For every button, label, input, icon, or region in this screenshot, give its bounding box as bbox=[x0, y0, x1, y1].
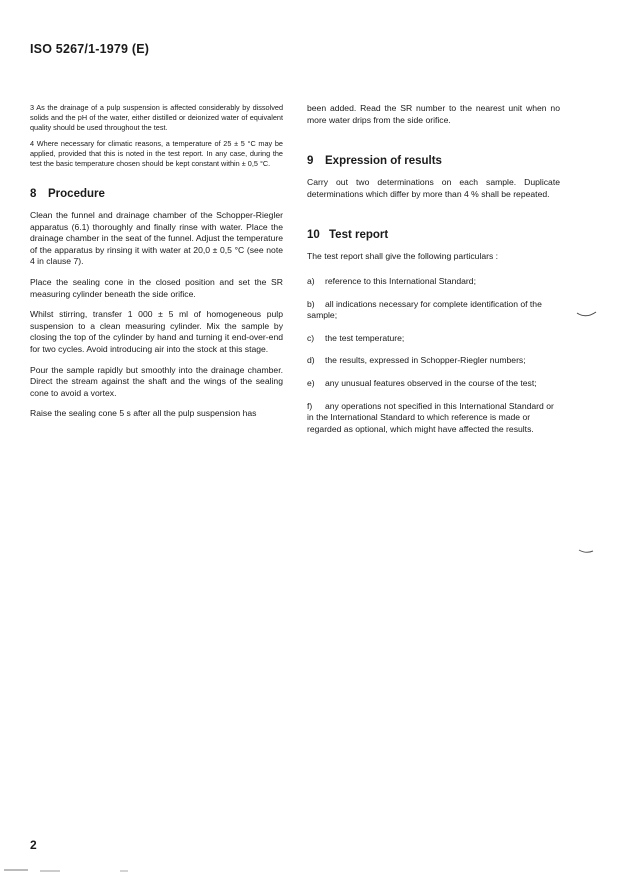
procedure-paragraph-1: Clean the funnel and drainage chamber of the Schopper-Riegler apparatus (6.1) thoroughly and finally rinse with water. Place the drainage chamber in the seat of the funnel. Adjust the temperature of the apparatus by rinsing it with water at 20,0 ± 0,5 °C (see note 4 in clause 7). bbox=[30, 210, 283, 267]
list-item bbox=[307, 378, 560, 390]
section-9-number: 9 bbox=[307, 155, 314, 168]
procedure-paragraph-2: Place the sealing cone in the closed position and set the SR measuring cylinder beneath the side orifice. bbox=[30, 276, 283, 299]
list-item bbox=[307, 333, 560, 345]
list-item-label: a) bbox=[307, 275, 315, 286]
list-item bbox=[307, 355, 560, 367]
note-3: 3 As the drainage of a pulp suspension is affected considerably by dissolved solids and the pH of the water, either distilled or deionized water of equivalent quality should be used throughout the test. bbox=[30, 103, 283, 132]
procedure-paragraph-4: Pour the sample rapidly but smoothly into the drainage chamber. Direct the stream against the shaft and the wings of the sealing cone to avoid a vortex. bbox=[30, 364, 283, 398]
list-item-text: any operations not specified in this International Standard or in the International Standard to which reference is made or regarded as optional, which might have affected the results. bbox=[307, 400, 554, 434]
document-header: ISO 5267/1-1979 (E) bbox=[30, 42, 150, 56]
section-9-heading bbox=[307, 154, 560, 168]
section-8-title: Procedure bbox=[48, 188, 105, 200]
results-paragraph: Carry out two determinations on each sample. Duplicate determinations which differ by more than 4 % shall be repeated. bbox=[307, 177, 560, 199]
section-10-heading bbox=[307, 228, 560, 242]
list-item-text: the results, expressed in Schopper-Riegler numbers; bbox=[325, 355, 526, 366]
list-item-text: all indications necessary for complete identification of the sample; bbox=[307, 298, 542, 321]
list-item-label: c) bbox=[307, 332, 315, 343]
procedure-paragraph-3: Whilst stirring, transfer 1 000 ± 5 ml of homogeneous pulp suspension to a clean measuring cylinder. Mix the sample by closing the top of the cylinder by hand and turning it end-over-end for two cycles. Avoid introducing air into the stock at this stage. bbox=[30, 309, 283, 354]
page-number: 2 bbox=[30, 838, 37, 852]
list-item-text: reference to this International Standard; bbox=[325, 275, 476, 286]
continuation-paragraph: been added. Read the SR number to the nearest unit when no more water drips from the side orifice. bbox=[307, 103, 560, 125]
section-8-heading bbox=[30, 187, 283, 201]
list-item-label: f) bbox=[307, 400, 313, 411]
test-report-intro: The test report shall give the following particulars : bbox=[307, 251, 499, 262]
left-column bbox=[30, 103, 283, 429]
section-9-title: Expression of results bbox=[325, 155, 442, 168]
scan-mark-top-right bbox=[576, 310, 598, 320]
list-item-label: d) bbox=[307, 355, 315, 366]
list-item bbox=[307, 276, 560, 288]
procedure-paragraph-5: Raise the sealing cone 5 s after all the pulp suspension has bbox=[30, 408, 257, 419]
list-item-text: any unusual features observed in the course of the test; bbox=[325, 377, 537, 388]
right-column bbox=[307, 103, 560, 446]
section-8-number: 8 bbox=[30, 188, 37, 200]
list-item-label: e) bbox=[307, 377, 315, 388]
list-item bbox=[307, 299, 560, 322]
list-item-text: the test temperature; bbox=[325, 332, 405, 343]
section-10-title: Test report bbox=[329, 229, 389, 242]
scan-mark-mid-right bbox=[578, 548, 596, 556]
section-10-number: 10 bbox=[307, 229, 320, 242]
list-item bbox=[307, 401, 560, 436]
list-item-label: b) bbox=[307, 298, 315, 309]
note-4: 4 Where necessary for climatic reasons, a temperature of 25 ± 5 °C may be applied, provided that this is noted in the test report. In any case, during the test the basic temperature chosen should be kept constant within ± 0,5 °C. bbox=[30, 139, 283, 168]
scan-mark-bottom bbox=[0, 866, 620, 874]
